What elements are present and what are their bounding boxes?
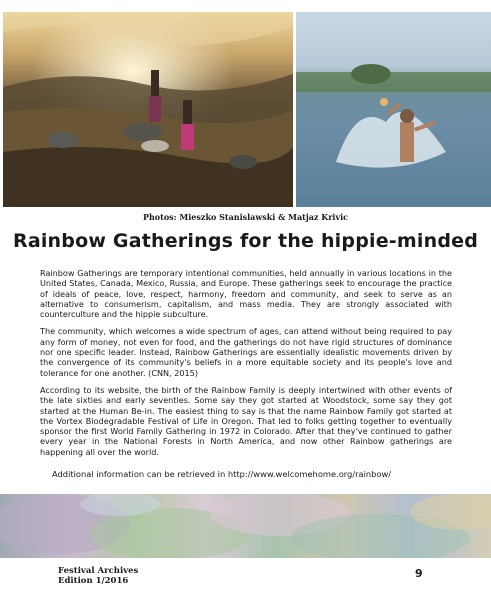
decorative-watercolor-band bbox=[0, 494, 491, 558]
paragraph-community: The community, which welcomes a wide spectrum of ages, can attend without being required to pay any form of money, not even for food, and the gatherings do not have rigid structures of dominance nor one specific leader. Instead, Rainbow Gatherings are essentially idealistic movements driven by the convergence of its community's beliefs in a more equitable society and its people's love and tolerance for one another. (CNN, 2015) bbox=[40, 326, 452, 378]
photo-man-splashing-water bbox=[296, 12, 491, 207]
article-body bbox=[40, 268, 452, 464]
photo-sunset-field bbox=[3, 12, 293, 207]
paragraph-history: According to its website, the birth of the Rainbow Family is deeply intertwined with other events of the late sixties and early seventies. Some say they got started at Woodstock, some say they got started at the Human Be-in. The easiest thing to say is that the name Rainbow Family got started at the Vortex Biodegradable Festival of Life in Oregon. That led to folks getting together to eventually sponsor the first World Family Gathering in 1972 in Colorado. After that they've continued to gather every year in the National Forests in North America, and now other Rainbow gatherings are happening all over the world. bbox=[40, 384, 452, 457]
publication-name: Festival Archives bbox=[58, 566, 139, 576]
page-number: 9 bbox=[415, 567, 423, 580]
footer-publication bbox=[58, 566, 138, 586]
additional-info-line: Additional information can be retrieved in http://www.welcomehome.org/rainbow/ bbox=[52, 469, 392, 479]
paragraph-intro: Rainbow Gatherings are temporary intentional communities, held annually in various locations in the United States, Canada, Mexico, Russia, and Europe. These gatherings seek to encourage the practice of ideals of peace, love, respect, harmony, freedom and community, and seek to serve as an alternative to consumerism, capitalism, and mass media. They are strongly associated with counterculture and the hippie subculture. bbox=[40, 268, 452, 320]
edition-label: Edition 1/2016 bbox=[58, 576, 129, 586]
article-headline: Rainbow Gatherings for the hippie-minded bbox=[12, 230, 479, 252]
photo-credit: Photos: Mieszko Stanislawski & Matjaz Krivic bbox=[142, 212, 349, 222]
